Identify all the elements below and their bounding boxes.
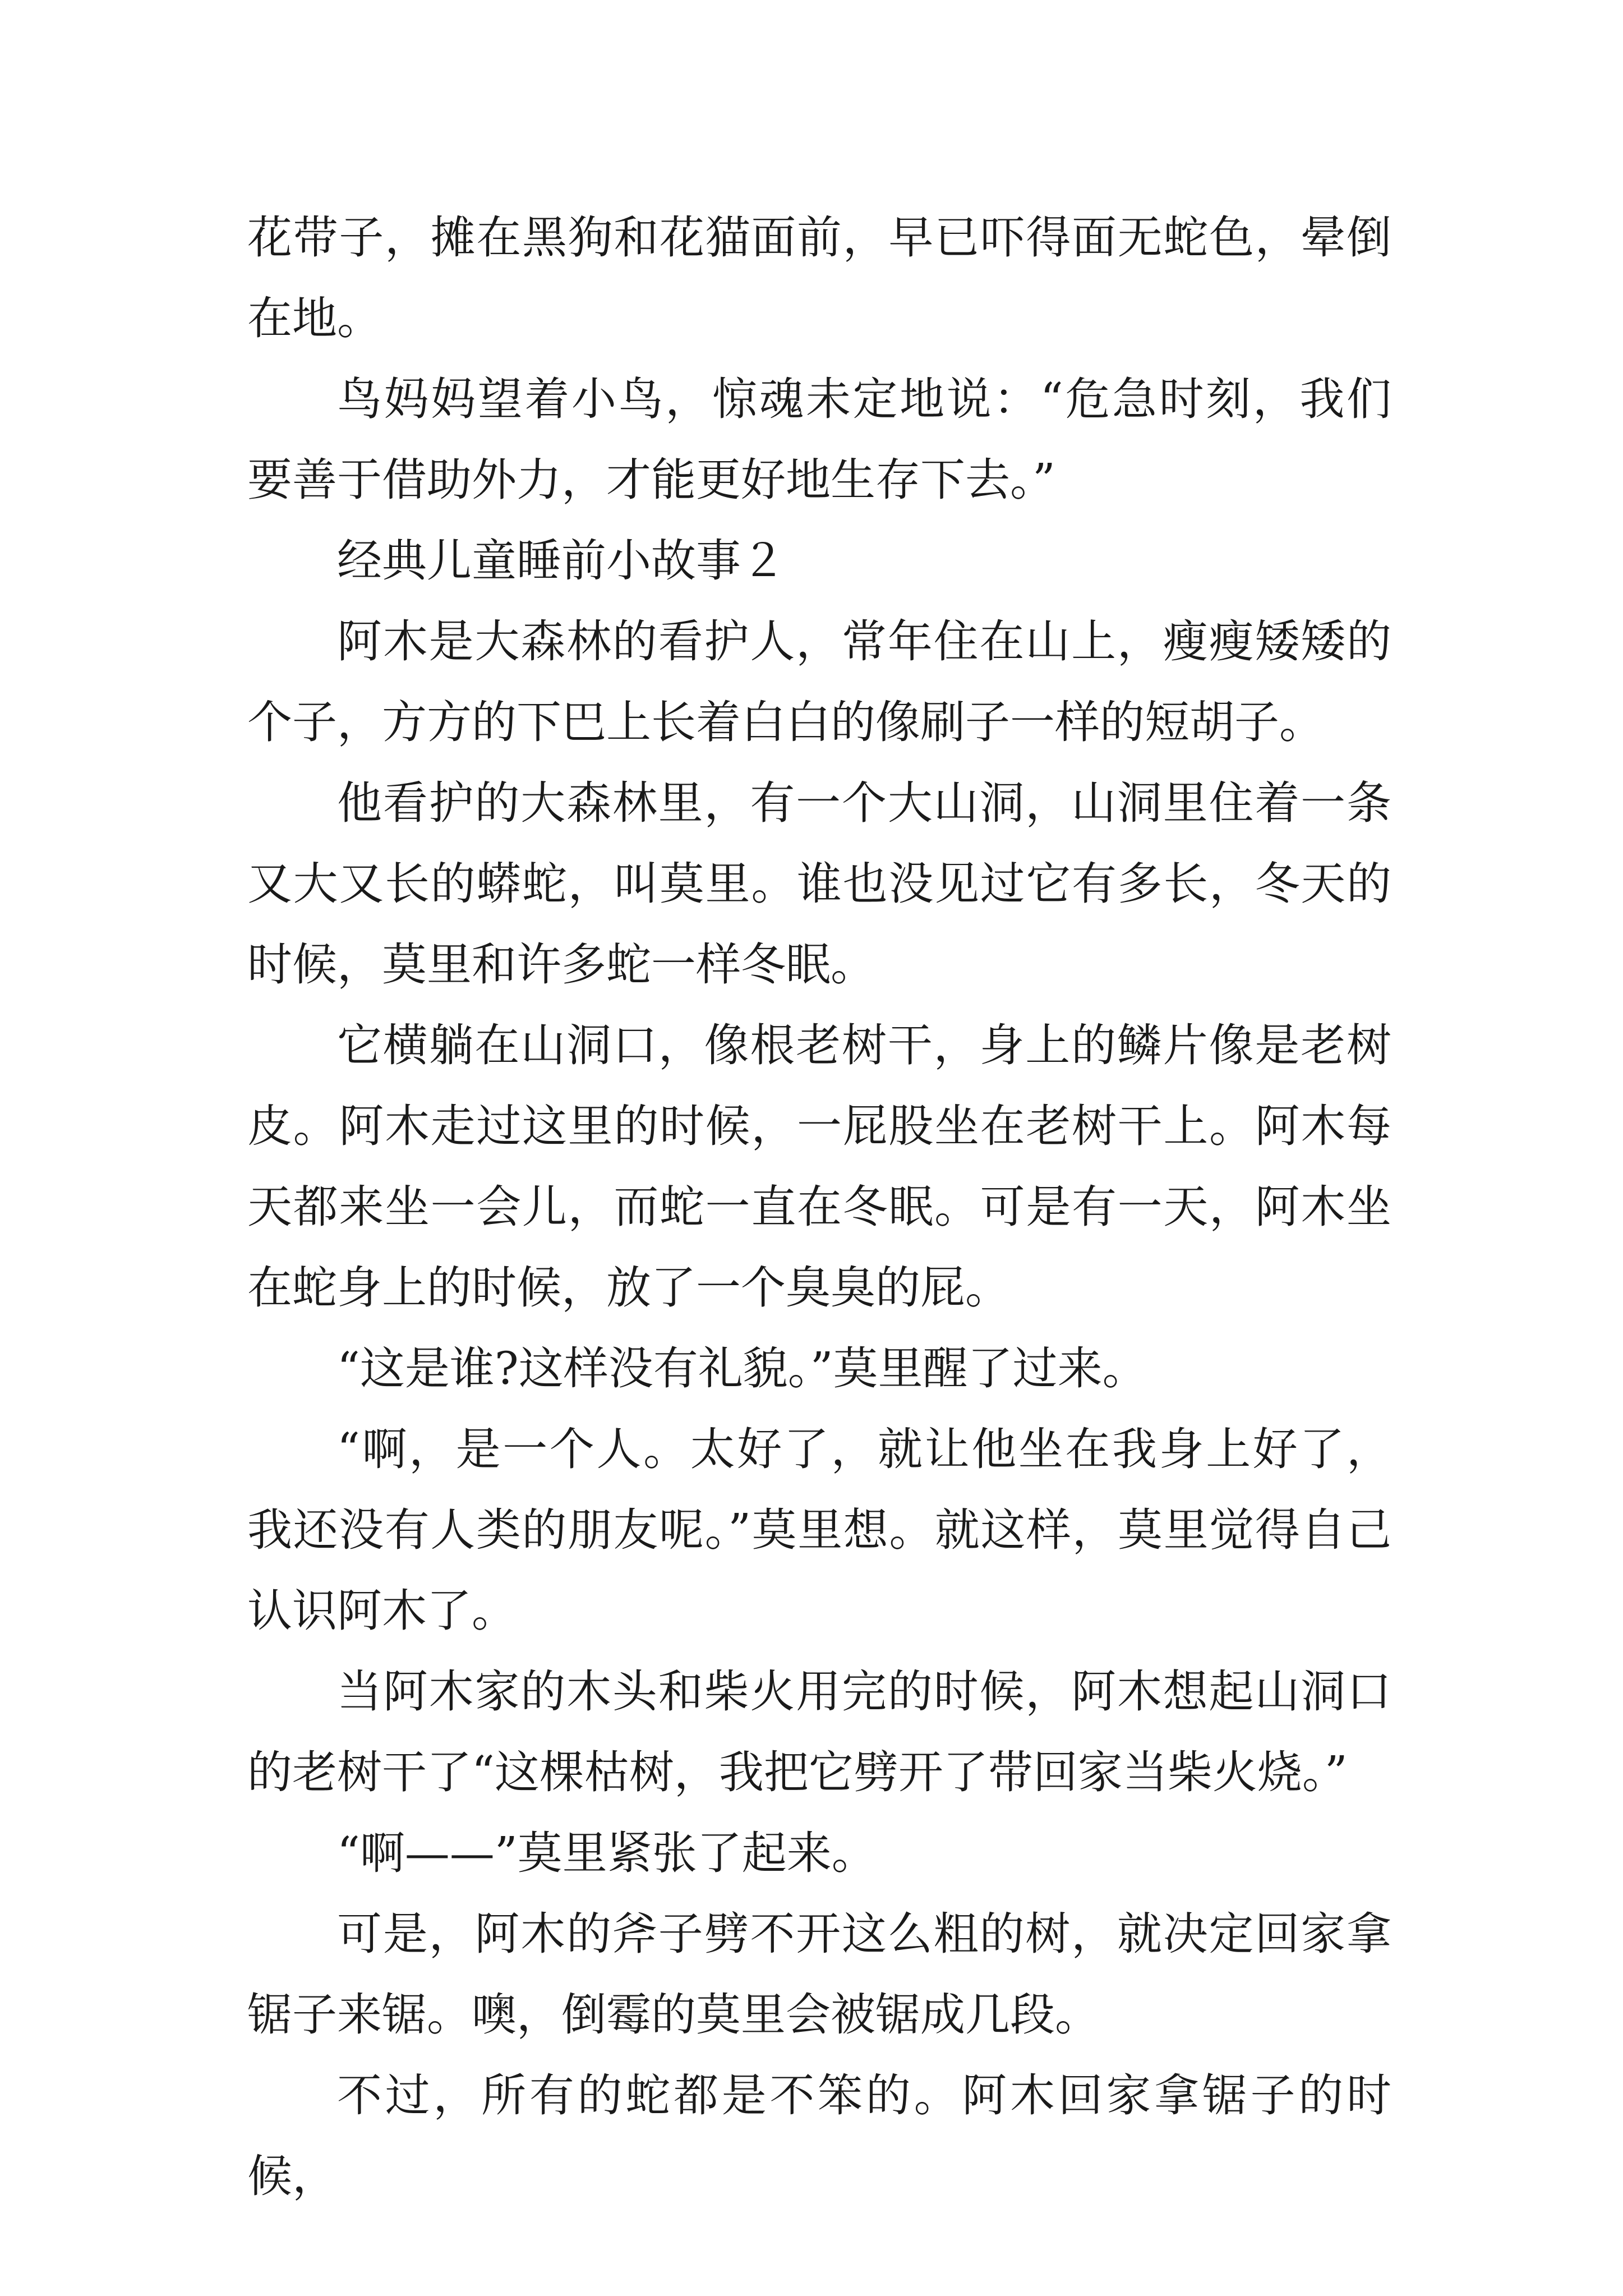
paragraph: 鸟妈妈望着小鸟，惊魂未定地说：“危急时刻，我们要善于借助外力，才能更好地生存下去。” (247, 373, 1391, 506)
paragraph: “啊，是一个人。太好了，就让他坐在我身上好了，我还没有人类的朋友呢。”莫里想。就这样，莫里觉得自己认识阿木了。 (247, 1423, 1391, 1637)
story-heading: 经典儿童睡前小故事２ (337, 535, 786, 587)
paragraph: 可是，阿木的斧子劈不开这么粗的树，就决定回家拿锯子来锯。噢，倒霉的莫里会被锯成几段。 (247, 1908, 1391, 2041)
paragraph-continuation: 花带子，摊在黑狗和花猫面前，早已吓得面无蛇色，晕倒在地。 (247, 211, 1391, 344)
paragraph: 它横躺在山洞口，像根老树干，身上的鳞片像是老树皮。阿木走过这里的时候，一屁股坐在老树干上。阿木每天都来坐一会儿，而蛇一直在冬眠。可是有一天，阿木坐在蛇身上的时候，放了一个臭臭的屁。 (247, 1019, 1391, 1314)
paragraph: 当阿木家的木头和柴火用完的时候，阿木想起山洞口的老树干了“这棵枯树，我把它劈开了带回家当柴火烧。” (247, 1665, 1391, 1798)
paragraph: 阿木是大森林的看护人，常年住在山上，瘦瘦矮矮的个子，方方的下巴上长着白白的像刷子一样的短胡子。 (247, 615, 1391, 748)
story-text (247, 197, 1391, 2217)
paragraph: “啊——”莫里紧张了起来。 (337, 1827, 877, 1879)
paragraph: 不过，所有的蛇都是不笨的。阿木回家拿锯子的时候， (247, 2069, 1391, 2202)
paragraph: 他看护的大森林里，有一个大山洞，山洞里住着一条又大又长的蟒蛇，叫莫里。谁也没见过它有多长，冬天的时候，莫里和许多蛇一样冬眠。 (247, 777, 1391, 991)
paragraph: “这是谁?这样没有礼貌。”莫里醒了过来。 (337, 1342, 1147, 1395)
